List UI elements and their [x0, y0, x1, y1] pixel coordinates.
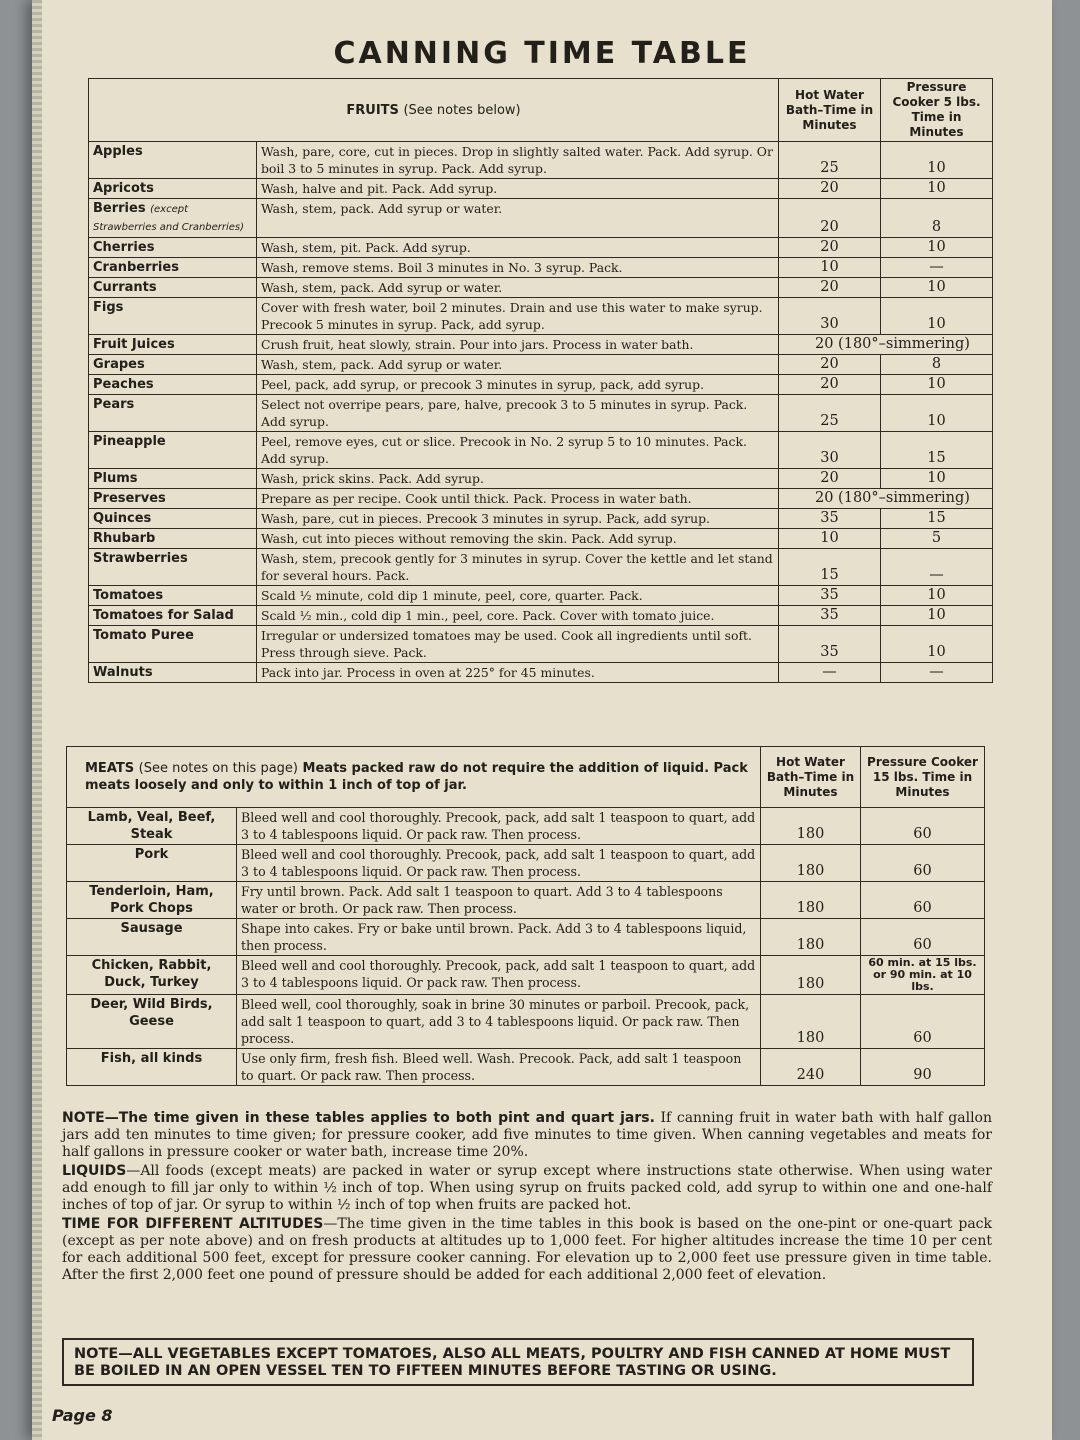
- fruit-pressure-time: 10: [881, 278, 993, 298]
- fruit-row: [89, 469, 993, 489]
- fruit-name-cell: [89, 586, 257, 606]
- altitudes-paragraph: [62, 1216, 992, 1284]
- fruit-hot-time: 15: [779, 549, 881, 586]
- fruit-name-cell: [89, 375, 257, 395]
- fruit-hot-time: 30: [779, 432, 881, 469]
- meat-pressure-time: 60: [861, 808, 985, 845]
- fruit-name: Peaches: [93, 377, 154, 392]
- fruit-name-cell: [89, 278, 257, 298]
- liquids-paragraph: [62, 1163, 992, 1214]
- page-number: Page 8: [52, 1406, 113, 1425]
- meat-instructions: Fry until brown. Pack. Add salt 1 teaspoon to quart. Add 3 to 4 tablespoons water or broth. Or pack raw. Then process.: [237, 882, 761, 919]
- fruit-hot-time: 20 (180°–simmering): [779, 335, 993, 355]
- fruit-row: [89, 549, 993, 586]
- fruit-instructions: Wash, stem, precook gently for 3 minutes in syrup. Cover the kettle and let stand for several hours. Pack.: [257, 549, 779, 586]
- fruits-col-hot: Hot Water Bath–Time in Minutes: [779, 79, 881, 142]
- fruit-name-cell: [89, 335, 257, 355]
- fruit-name: Cherries: [93, 240, 155, 255]
- fruit-row: [89, 606, 993, 626]
- fruit-row: [89, 298, 993, 335]
- fruit-name: Quinces: [93, 511, 152, 526]
- fruit-hot-time: 35: [779, 586, 881, 606]
- fruit-name: Tomato Puree: [93, 628, 194, 643]
- fruit-hot-time: 20: [779, 469, 881, 489]
- meat-name: Lamb, Veal, Beef, Steak: [67, 808, 237, 845]
- fruit-name-cell: [89, 509, 257, 529]
- fruit-instructions: Wash, prick skins. Pack. Add syrup.: [257, 469, 779, 489]
- fruit-pressure-time: 5: [881, 529, 993, 549]
- fruit-row: [89, 489, 993, 509]
- fruits-body: [89, 142, 993, 683]
- meats-heading-instructions: Meats packed raw do not require the addition of liquid. Pack meats loosely and only to within 1 inch of top of jar.: [85, 761, 748, 793]
- meat-row: [67, 995, 985, 1049]
- fruit-pressure-time: —: [881, 663, 993, 683]
- fruit-name-cell: [89, 663, 257, 683]
- fruit-hot-time: 10: [779, 258, 881, 278]
- fruit-name-cell: [89, 489, 257, 509]
- meat-pressure-time: 60: [861, 845, 985, 882]
- fruit-instructions: Wash, pare, cut in pieces. Precook 3 minutes in syrup. Pack, add syrup.: [257, 509, 779, 529]
- fruit-name-cell: [89, 395, 257, 432]
- meat-row: [67, 1049, 985, 1086]
- fruit-name-note: (except Strawberries and Cranberries): [93, 204, 245, 233]
- fruit-hot-time: 35: [779, 606, 881, 626]
- fruit-instructions: Prepare as per recipe. Cook until thick. Pack. Process in water bath.: [257, 489, 779, 509]
- fruit-hot-time: 20: [779, 199, 881, 238]
- meat-row: [67, 845, 985, 882]
- altitudes-text: —The time given in the time tables in this book is based on the one-pint or one-quart pack (except as per note above) and on fresh products at altitudes up to 1,000 feet. For higher altitudes increase the time 10 per cent for each additional 500 feet, except for pressure cooker canning. For elevation up to 2,000 feet use pressure given in time table. After the first 2,000 feet one pound of pressure should be added for each additional 2,000 feet of elevation.: [62, 1216, 993, 1283]
- fruit-pressure-time: —: [881, 258, 993, 278]
- fruits-heading: [89, 79, 779, 142]
- fruit-hot-time: 20: [779, 179, 881, 199]
- meat-name: Fish, all kinds: [67, 1049, 237, 1086]
- fruit-pressure-time: 10: [881, 375, 993, 395]
- fruit-row: [89, 179, 993, 199]
- meats-col-pressure: Pressure Cooker 15 lbs. Time in Minutes: [861, 747, 985, 808]
- meat-pressure-time: 60: [861, 995, 985, 1049]
- fruit-instructions: Peel, remove eyes, cut or slice. Precook in No. 2 syrup 5 to 10 minutes. Pack. Add syrup.: [257, 432, 779, 469]
- notes-section: [62, 1110, 992, 1286]
- fruit-name-cell: [89, 469, 257, 489]
- fruit-pressure-time: —: [881, 549, 993, 586]
- fruit-row: [89, 509, 993, 529]
- fruit-name: Fruit Juices: [93, 337, 175, 352]
- meat-instructions: Use only firm, fresh fish. Bleed well. Wash. Precook. Pack, add salt 1 teaspoon to quart. Or pack raw. Then process.: [237, 1049, 761, 1086]
- fruit-name-cell: [89, 529, 257, 549]
- meat-pressure-time: 60: [861, 882, 985, 919]
- meat-hot-time: 240: [761, 1049, 861, 1086]
- meats-heading-label: MEATS: [85, 761, 135, 776]
- meats-col-hot: Hot Water Bath–Time in Minutes: [761, 747, 861, 808]
- fruit-hot-time: 35: [779, 509, 881, 529]
- fruit-hot-time: 30: [779, 298, 881, 335]
- fruit-instructions: Wash, stem, pack. Add syrup or water.: [257, 199, 779, 238]
- fruit-row: [89, 238, 993, 258]
- fruit-instructions: Cover with fresh water, boil 2 minutes. Drain and use this water to make syrup. Precook 5 minutes in syrup. Pack, add syrup.: [257, 298, 779, 335]
- fruit-name: Pears: [93, 397, 135, 412]
- meat-instructions: Bleed well and cool thoroughly. Precook, pack, add salt 1 teaspoon to quart, add 3 to 4 tablespoons liquid. Or pack raw. Then process.: [237, 808, 761, 845]
- meat-hot-time: 180: [761, 808, 861, 845]
- meat-hot-time: 180: [761, 919, 861, 956]
- fruit-row: [89, 626, 993, 663]
- boxed-note: NOTE—ALL VEGETABLES EXCEPT TOMATOES, ALSO ALL MEATS, POULTRY AND FISH CANNED AT HOME MUST BE BOILED IN AN OPEN VESSEL TEN TO FIFTEEN MINUTES BEFORE TASTING OR USING.: [62, 1338, 974, 1386]
- fruit-hot-time: 20 (180°–simmering): [779, 489, 993, 509]
- book-page: [32, 0, 1052, 1440]
- meat-name: Tenderloin, Ham, Pork Chops: [67, 882, 237, 919]
- meat-hot-time: 180: [761, 956, 861, 995]
- fruit-pressure-time: 10: [881, 179, 993, 199]
- fruit-row: [89, 586, 993, 606]
- note-paragraph: [62, 1110, 992, 1161]
- fruit-pressure-time: 10: [881, 469, 993, 489]
- fruit-instructions: Peel, pack, add syrup, or precook 3 minutes in syrup, pack, add syrup.: [257, 375, 779, 395]
- meats-heading-note: (See notes on this page): [138, 761, 299, 776]
- fruit-name-cell: [89, 238, 257, 258]
- fruit-name-cell: [89, 355, 257, 375]
- fruit-name: Berries: [93, 201, 146, 216]
- fruit-name: Preserves: [93, 491, 166, 506]
- fruit-name: Apricots: [93, 181, 154, 196]
- fruit-instructions: Wash, stem, pit. Pack. Add syrup.: [257, 238, 779, 258]
- fruit-name: Strawberries: [93, 551, 188, 566]
- meat-hot-time: 180: [761, 882, 861, 919]
- fruit-name: Apples: [93, 144, 143, 159]
- fruit-row: [89, 395, 993, 432]
- fruit-pressure-time: 10: [881, 395, 993, 432]
- meats-header-row: [67, 747, 985, 808]
- fruit-instructions: Scald ½ min., cold dip 1 min., peel, core. Pack. Cover with tomato juice.: [257, 606, 779, 626]
- fruit-name-cell: [89, 298, 257, 335]
- fruit-row: [89, 663, 993, 683]
- fruit-row: [89, 199, 993, 238]
- fruits-header-row: [89, 79, 993, 142]
- fruit-name-cell: [89, 142, 257, 179]
- meat-name: Deer, Wild Birds, Geese: [67, 995, 237, 1049]
- liquids-label: LIQUIDS: [62, 1163, 127, 1179]
- fruit-name: Walnuts: [93, 665, 153, 680]
- fruit-name-cell: [89, 258, 257, 278]
- fruit-hot-time: 20: [779, 238, 881, 258]
- fruit-instructions: Irregular or undersized tomatoes may be used. Cook all ingredients until soft. Press through sieve. Pack.: [257, 626, 779, 663]
- meats-heading: [67, 747, 761, 808]
- liquids-text: —All foods (except meats) are packed in water or syrup except where instructions state otherwise. When using water add enough to fill jar only to within ½ inch of top. When using syrup on fruits packed cold, add syrup to within one and one-half inches of top of jar. Or syrup to within ½ inch of top when fruits are packed hot.: [62, 1163, 992, 1213]
- fruit-instructions: Wash, remove stems. Boil 3 minutes in No. 3 syrup. Pack.: [257, 258, 779, 278]
- meat-row: [67, 882, 985, 919]
- meats-body: [67, 808, 985, 1086]
- fruit-hot-time: 25: [779, 395, 881, 432]
- fruit-pressure-time: 10: [881, 626, 993, 663]
- meat-instructions: Bleed well and cool thoroughly. Precook, pack, add salt 1 teaspoon to quart, add 3 to 4 tablespoons liquid. Or pack raw. Then process.: [237, 845, 761, 882]
- meat-instructions: Bleed well, cool thoroughly, soak in brine 30 minutes or parboil. Precook, pack, add salt 1 teaspoon to quart, add 3 to 4 tablespoons liquid. Or pack raw. Then process.: [237, 995, 761, 1049]
- meat-instructions: Shape into cakes. Fry or bake until brown. Pack. Add 3 to 4 tablespoons liquid, then process.: [237, 919, 761, 956]
- meat-name: Chicken, Rabbit, Duck, Turkey: [67, 956, 237, 995]
- fruit-pressure-time: 10: [881, 298, 993, 335]
- fruit-pressure-time: 10: [881, 238, 993, 258]
- fruit-name-cell: [89, 432, 257, 469]
- fruit-instructions: Crush fruit, heat slowly, strain. Pour into jars. Process in water bath.: [257, 335, 779, 355]
- fruit-row: [89, 355, 993, 375]
- fruit-pressure-time: 10: [881, 586, 993, 606]
- fruit-name: Grapes: [93, 357, 145, 372]
- fruit-pressure-time: 8: [881, 199, 993, 238]
- fruit-instructions: Wash, cut into pieces without removing the skin. Pack. Add syrup.: [257, 529, 779, 549]
- meat-pressure-time: 60: [861, 919, 985, 956]
- fruit-hot-time: 25: [779, 142, 881, 179]
- meat-hot-time: 180: [761, 845, 861, 882]
- meat-row: [67, 956, 985, 995]
- fruit-hot-time: 10: [779, 529, 881, 549]
- fruit-instructions: Wash, halve and pit. Pack. Add syrup.: [257, 179, 779, 199]
- fruit-pressure-time: 8: [881, 355, 993, 375]
- fruit-name-cell: [89, 626, 257, 663]
- meat-pressure-time: 60 min. at 15 lbs. or 90 min. at 10 lbs.: [861, 956, 985, 995]
- fruit-name-cell: [89, 199, 257, 238]
- fruit-name-cell: [89, 606, 257, 626]
- fruit-row: [89, 335, 993, 355]
- fruit-name-cell: [89, 179, 257, 199]
- meat-name: Pork: [67, 845, 237, 882]
- fruit-instructions: Wash, stem, pack. Add syrup or water.: [257, 355, 779, 375]
- fruit-instructions: Wash, pare, core, cut in pieces. Drop in slightly salted water. Pack. Add syrup. Or boil 3 to 5 minutes in syrup. Pack. Add syrup.: [257, 142, 779, 179]
- fruit-name: Tomatoes for Salad: [93, 608, 234, 623]
- fruit-hot-time: —: [779, 663, 881, 683]
- meats-table: [66, 746, 985, 1086]
- binding-edge: [32, 0, 42, 1440]
- note-label: NOTE—The time given in these tables applies to both pint and quart jars.: [62, 1110, 655, 1126]
- fruits-col-pressure: Pressure Cooker 5 lbs. Time in Minutes: [881, 79, 993, 142]
- fruit-name: Tomatoes: [93, 588, 164, 603]
- meat-row: [67, 808, 985, 845]
- fruit-instructions: Select not overripe pears, pare, halve, precook 3 to 5 minutes in syrup. Pack. Add syrup.: [257, 395, 779, 432]
- meat-name: Sausage: [67, 919, 237, 956]
- fruit-row: [89, 432, 993, 469]
- note-text: If canning fruit in water bath with half gallon jars add ten minutes to time given; for pressure cooker, add five minutes to time given. When canning vegetables and meats for half gallons in pressure cooker or water bath, increase time 20%.: [62, 1110, 992, 1160]
- fruit-instructions: Pack into jar. Process in oven at 225° for 45 minutes.: [257, 663, 779, 683]
- fruits-table: [88, 78, 993, 683]
- fruit-hot-time: 20: [779, 375, 881, 395]
- fruit-name: Rhubarb: [93, 531, 156, 546]
- meat-pressure-time: 90: [861, 1049, 985, 1086]
- fruit-pressure-time: 10: [881, 142, 993, 179]
- fruit-row: [89, 278, 993, 298]
- meat-hot-time: 180: [761, 995, 861, 1049]
- fruit-name: Pineapple: [93, 434, 166, 449]
- fruits-heading-note: (See notes below): [403, 102, 521, 118]
- fruit-pressure-time: 15: [881, 509, 993, 529]
- altitudes-label: TIME FOR DIFFERENT ALTITUDES: [62, 1216, 324, 1232]
- fruit-row: [89, 142, 993, 179]
- fruit-row: [89, 375, 993, 395]
- fruits-heading-label: FRUITS: [346, 102, 399, 118]
- fruit-name: Currants: [93, 280, 157, 295]
- meat-row: [67, 919, 985, 956]
- fruit-pressure-time: 15: [881, 432, 993, 469]
- fruit-name: Cranberries: [93, 260, 179, 275]
- fruit-hot-time: 20: [779, 355, 881, 375]
- fruit-row: [89, 529, 993, 549]
- fruit-pressure-time: 10: [881, 606, 993, 626]
- fruit-name: Plums: [93, 471, 138, 486]
- fruit-hot-time: 20: [779, 278, 881, 298]
- fruit-hot-time: 35: [779, 626, 881, 663]
- fruit-name-cell: [89, 549, 257, 586]
- fruit-name: Figs: [93, 300, 124, 315]
- fruit-row: [89, 258, 993, 278]
- meat-instructions: Bleed well and cool thoroughly. Precook, pack, add salt 1 teaspoon to quart, add 3 to 4 tablespoons liquid. Or pack raw. Then process.: [237, 956, 761, 995]
- page-title: CANNING TIME TABLE: [333, 36, 751, 71]
- fruit-instructions: Wash, stem, pack. Add syrup or water.: [257, 278, 779, 298]
- fruit-instructions: Scald ½ minute, cold dip 1 minute, peel, core, quarter. Pack.: [257, 586, 779, 606]
